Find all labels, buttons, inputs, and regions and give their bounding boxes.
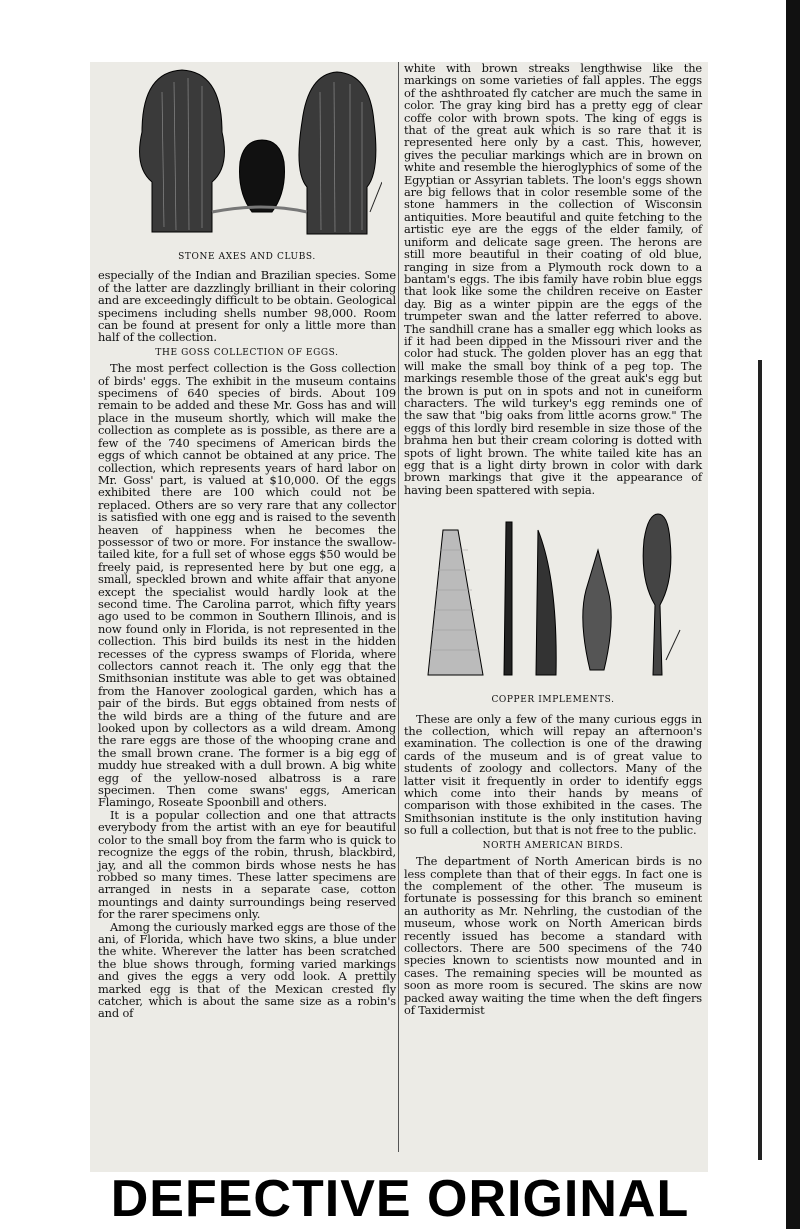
paragraph: It is a popular collection and one that attracts everybody from the artist with an eye for beautiful color to the small boy from the farm who is quick to recognize the eggs of the robin, thrush, blackbird, jay, and all the common birds whose nests he has robbed so many times. These latter specimens are arranged in nests in a separate case, cotton mountings and dainty surroundings being reserved for the rarer specimens only.	[98, 807, 396, 922]
paragraph: Among the curiously marked eggs are those of the ani, of Florida, which have two skins, a blue under the white. Wherever the latter has been scratched the blue shows through, forming varied markings and gives the eggs a very odd look. A prettily marked egg is that of the Mexican crested fly catcher, which is about the same size as a robin's and of	[98, 919, 396, 1021]
defective-original-stamp: DEFECTIVE ORIGINAL	[110, 1170, 690, 1228]
paragraph: The most perfect collection is the Goss collection of birds' eggs. The exhibit in the museum contains specimens of 640 species of birds. About 109 remain to be added and these Mr. Goss has and will place in the museum shortly, which will make the collection as complete as is possible, as there are a few of the 740 specimens of American birds the eggs of which cannot be obtained at any price. The collection, which represents years of hard labor on Mr. Goss' part, is valued at $10,000. Of the eggs exhibited there are 100 which could not be replaced. Others are so very rare that any collector is satisfied with one egg and is raised to the seventh heaven of happiness when he becomes the possessor of two or more. For instance the swallow-tailed kite, for a full set of whose eggs $50 would be freely paid, is represented here by but one egg, a small, speckled brown and white affair that anyone except the specialist would hardly look at the second time. The Carolina parrot, which fifty years ago used to be common in Southern Illinois, and is now found only in Florida, is not represented in the collection. This bird builds its nest in the hidden recesses of the cypress swamps of Florida, where collectors cannot reach it. The only egg that the Smithsonian institute was able to get was obtained from the Hanover zoological garden, which has a pair of the birds. But eggs obtained from nests of the wild birds are a thing of the future and are looked upon by collectors as a wild dream. Among the rare eggs are those of the whooping crane and the small brown crane. The former is a big egg of muddy hue streaked with a dull brown. A big white egg of the yellow-nosed albatross is a rare specimen. Then come swans' eggs, American Flamingo, Roseate Spoonbill and others.	[98, 361, 396, 810]
left-column	[98, 62, 396, 1020]
paragraph: These are only a few of the many curious eggs in the collection, which will repay an afternoon's examination. The collection is one of the drawing cards of the museum and is of great value to students of zoology and collectors. Many of the latter visit it frequently in order to identify eggs which come into their hands by means of comparison with those exhibited in the cases. The Smithsonian institute is the only institution having so full a collection, but that is not free to the public.	[404, 711, 702, 838]
right-column	[404, 62, 702, 1016]
scan-edge-shadow	[786, 0, 800, 1229]
figure-caption-stone-axes: STONE AXES AND CLUBS.	[178, 252, 316, 262]
paragraph: white with brown streaks lengthwise like the markings on some varieties of fall apples. The eggs of the ashthroated fly catcher are much the same in color. The gray king bird has a pretty egg of clear coffe color with brown spots. The king of eggs is that of the great auk which is so rare that it is represented here only by a cast. This, however, gives the peculiar markings which are in brown on white and resemble the hieroglyphics of some of the Egyptian or Assyrian tablets. The loon's eggs shown are big fellows that in color resemble some of the stone hammers in the collection of Wisconsin antiquities. More beautiful and quite fetching to the artistic eye are the eggs of the elder family, of uniform and delicate sage green. The herons are still more beautiful in their coating of old blue, ranging in size from a Plymouth rock down to a bantam's eggs. The ibis family have robin blue eggs that look like some the children receive on Easter day. Big as a winter pippin are the eggs of the trumpeter swan and the latter referred to above. The sandhill crane has a smaller egg which looks as if it had been dipped in the Missouri river and the color had stuck. The golden plover has an egg that will make the small boy think of a peg top. The markings resemble those of the great auk's egg but the brown is put on in spots and not in cuneiform characters. The wild turkey's egg reminds one of the saw that "big oaks from little acorns grow." The eggs of this lordly bird resemble in size those of the brahma hen but their cream coloring is dotted with spots of light brown. The white tailed kite has an egg that is a light dirty brown in color with dark brown markings that give it the appearance of having been spattered with sepia.	[404, 61, 702, 497]
paragraph: The department of North American birds is no less complete than that of their eggs. In fact one is the complement of the other. The museum is fortunate is possessing for this branch so eminent an authority as Mr. Nehrling, the custodian of the museum, whose work on North American birds recently issued has become a standard with collectors. There are 500 specimens of the 740 species known to scientists now mounted and in cases. The remaining species will be mounted as soon as more room is secured. The skins are now packed away waiting the time when the deft fingers of Taxidermist	[404, 854, 702, 1017]
section-heading-north-american-birds: NORTH AMERICAN BIRDS.	[482, 840, 624, 851]
paragraph: especially of the Indian and Brazilian species. Some of the latter are dazzlingly brilliant in their coloring and are exceedingly difficult to be obtain. Geological specimens including shells number 98,000. Room can be found at present for only a little more than half of the collection.	[98, 268, 396, 345]
copper-implements-illustration	[408, 510, 698, 690]
stone-axes-illustration	[112, 62, 382, 247]
column-divider	[398, 62, 399, 1152]
newspaper-page	[90, 62, 708, 1172]
scan-edge-line	[758, 360, 762, 1160]
section-heading-goss-collection: THE GOSS COLLECTION OF EGGS.	[155, 347, 339, 358]
figure-caption-copper-implements: COPPER IMPLEMENTS.	[491, 695, 615, 706]
